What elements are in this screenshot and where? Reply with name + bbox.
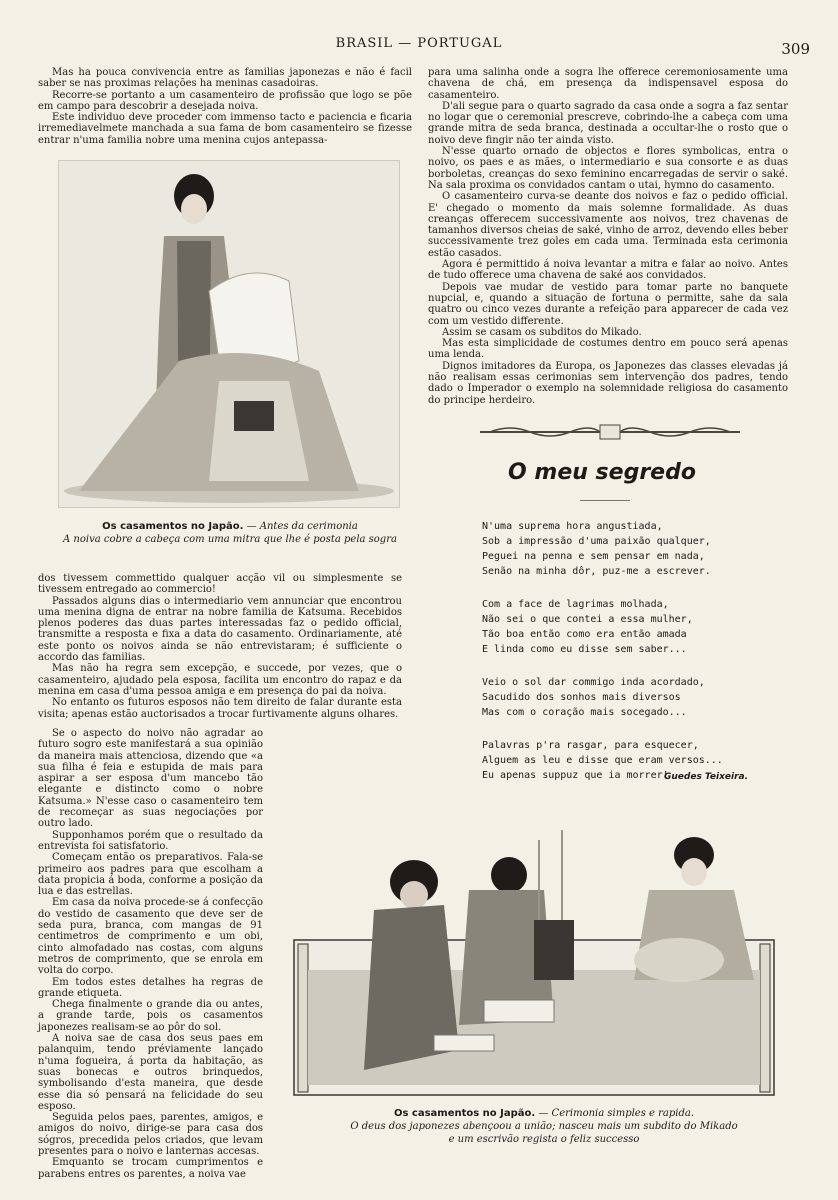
paragraph: N'esse quarto ornado de objectos e flores symbolicas, entra o noivo, os paes e as mães, o intermediario e sua consorte e as duas borboletas, creanças do sexo feminino encarregadas de servir o saké. Na sala proxima os convidados cantam o utai, hymno do casamento. <box>428 146 788 191</box>
paragraph: Depois vae mudar de vestido para tomar parte no banquete nupcial, e, quando a situação de fortuna o permitte, sahe da sala quatro ou cinco vezes durante a refeição para apparecer de cada vez com um vestido differente. <box>428 281 788 327</box>
poem-line: Senão na minha dôr, puz-me a escrever. <box>482 566 711 577</box>
poem-line: Não sei o que contei a essa mulher, <box>482 614 693 625</box>
photo2-caption <box>284 1107 804 1146</box>
paragraph: O casamenteiro curva-se deante dos noivos e faz o pedido official. E' chegado o momento da mais solemne formalidade. As duas creanças offerecem successivamente aos noivos, trez chavenas de tamanhos diversos cheias de saké, vinho de arroz, devendo elles beber successivamente trez goles em cada uma. Terminada esta cerimonia estão casados. <box>428 191 788 259</box>
caption-line: O deus dos japonezes abençoou a união; nasceu mais um subdito do Mikado <box>350 1121 738 1132</box>
col1-mid-text <box>38 573 402 720</box>
stanza <box>482 738 802 783</box>
caption-line: A noiva cobre a cabeça com uma mitra que lhe é posta pela sogra <box>63 534 397 545</box>
poem-line: Sob a impressão d'uma paixão qualquer, <box>482 536 711 547</box>
paragraph: Agora é permittido á noiva levantar a mitra e falar ao noivo. Antes de tudo offerece uma chavena de saké aos convidados. <box>428 259 788 282</box>
paragraph: Recorre-se portanto a um casamenteiro de profissão que logo se põe em campo para descobrir a desejada noiva. <box>38 89 412 112</box>
col2-top-text <box>428 67 788 406</box>
paragraph: Dignos imitadores da Europa, os Japonezes das classes elevadas já não realisam essas cerimonias sem intervenção dos padres, tendo dado o Imperador o exemplo na solemnidade religiosa do casamento do principe herdeiro. <box>428 360 788 406</box>
photo-bride-mitra-image <box>59 161 399 507</box>
photo1-caption <box>30 520 430 546</box>
poem-line: Veio o sol dar commigo inda acordado, <box>482 677 705 688</box>
paragraph: Este individuo deve proceder com immenso tacto e paciencia e ficaria irremediavelmete manchada a sua fama de bom casamenteiro se fizesse entrar n'uma familia nobre uma menina cujos antepassa- <box>38 112 412 146</box>
poem-title: O meu segredo <box>508 460 696 485</box>
stanza <box>482 519 802 579</box>
running-header: BRASIL — PORTUGAL <box>335 36 503 51</box>
caption-rest: — Antes da cerimonia <box>243 521 358 532</box>
paragraph: Em todos estes detalhes ha regras de grande etiqueta. <box>38 976 263 999</box>
paragraph: No entanto os futuros esposos não tem direito de falar durante esta visita; apenas estão auctorisados a trocar furtivamente alguns olhares. <box>38 697 402 720</box>
ornament-divider-graphic <box>480 424 740 440</box>
paragraph: Se o aspecto do noivo não agradar ao futuro sogro este manifestará a sua opinião da maneira mais attenciosa, dizendo que «a sua filha é feia e estupida de mais para aspirar a ser esposa d'um mancebo tão elegante e distincto como o nobre Katsuma.» N'esse caso o casamenteiro tem de recomeçar as suas negociações por outro lado. <box>38 728 263 830</box>
paragraph: D'ali segue para o quarto sagrado da casa onde a sogra a faz sentar no logar que o ceremonial prescreve, cobrindo-lhe a cabeça com uma grande mitra de seda branca, destinada a occultar-lhe o rosto que o noivo deve fingir não ter ainda visto. <box>428 100 788 146</box>
paragraph: A noiva sae de casa dos seus paes em palanquim, tendo préviamente lançado n'uma fogueira, á porta da habitação, as suas bonecas e outros brinquedos, symbolisando d'esta maneira, que desde esse dia só pensará na felicidade do seu esposo. <box>38 1033 263 1112</box>
caption-bold: Os casamentos no Japão. <box>393 1108 536 1119</box>
poem-body <box>482 519 802 793</box>
page-number: 309 <box>781 40 810 58</box>
poem-line: Eu apenas suppuz que ia morrer! <box>482 770 669 781</box>
poem-line: Mas com o coração mais socegado... <box>482 707 687 718</box>
col1-top-text <box>38 67 412 146</box>
stanza <box>482 597 802 657</box>
paragraph: Mas ha pouca convivencia entre as familias japonezas e não é facil saber se nas proximas relações ha meninas casadoiras. <box>38 67 412 90</box>
col1-narrow-text <box>38 728 263 1180</box>
paragraph: Começam então os preparativos. Fala-se primeiro aos padres para que escolham a data propicia á boda, conforme a posição da lua e das estrellas. <box>38 852 263 898</box>
paragraph: Passados alguns dias o intermediario vem annunciar que encontrou uma menina digna de entrar na nobre familia de Katsuma. Recebidos plenos poderes das duas partes interessadas faz o pedido official, transmitte a resposta e fixa a data do casamento. Ordinariamente, até este ponto os noivos ainda se não entrevistaram; é sufficiente o accordo das familias. <box>38 595 402 664</box>
poem-line: Tão boa então como era então amada <box>482 629 687 640</box>
caption-line: e um escrivão regista o feliz successo <box>448 1134 640 1145</box>
poem-line: Alguem as leu e disse que eram versos... <box>482 755 723 766</box>
paragraph: para uma salinha onde a sogra lhe offerece ceremoniosamente uma chavena de chá, em presença da indispensavel esposa do casamenteiro. <box>428 67 788 101</box>
caption-bold: Os casamentos no Japão. <box>102 521 244 532</box>
poem-line: Com a face de lagrimas molhada, <box>482 599 669 610</box>
poem-line: Palavras p'ra rasgar, para esquecer, <box>482 740 699 751</box>
paragraph: Seguida pelos paes, parentes, amigos, e amigos do noivo, dirige-se para casa dos sógros, precedida pelos criados, que levam presentes para o noivo e lanternas accesas. <box>38 1112 263 1157</box>
photo-ceremony-image <box>284 820 784 1102</box>
paragraph: Mas não ha regra sem excepção, e succede, por vezes, que o casamenteiro, ajudado pela esposa, facilita um encontro do rapaz e da menina em casa d'uma pessoa amiga e em presença do pai da noiva. <box>38 663 402 697</box>
paragraph: Supponhamos porém que o resultado da entrevista foi satisfatorio. <box>38 829 263 852</box>
paragraph: Mas esta simplicidade de costumes dentro em pouco será apenas uma lenda. <box>428 338 788 361</box>
paragraph: Assim se casam os subditos do Mikado. <box>442 326 642 338</box>
poem-line: N'uma suprema hora angustiada, <box>482 521 663 532</box>
paragraph: Em casa da noiva procede-se á confecção do vestido de casamento que deve ser de seda pura, branca, com mangas de 91 centimetros de comprimento e um obi, cinto almofadado nas costas, com alguns metros de comprimento, que se enrola em volta do corpo. <box>38 897 263 977</box>
ornament-divider <box>480 424 740 444</box>
poem-line: Sacudido dos sonhos mais diversos <box>482 692 681 703</box>
poem-rule <box>580 500 630 501</box>
paragraph: dos tivessem commettido qualquer acção vil ou simplesmente se tivessem entregado ao commercio! <box>38 573 402 596</box>
stanza <box>482 675 802 720</box>
poem-line: Peguei na penna e sem pensar em nada, <box>482 551 705 562</box>
caption-rest: — Cerimonia simples e rapida. <box>535 1108 695 1119</box>
paragraph: Emquanto se trocam cumprimentos e parabens entres os parentes, a noiva vae <box>38 1157 263 1180</box>
paragraph: Chega finalmente o grande dia ou antes, a grande tarde, pois os casamentos japonezes realisam-se ao pôr do sol. <box>38 999 263 1033</box>
photo-bride-mitra <box>58 160 400 508</box>
photo-ceremony <box>284 820 784 1102</box>
poem-line: E linda como eu disse sem saber... <box>482 644 687 655</box>
poem-author: Guedes Teixeira. <box>664 772 749 782</box>
